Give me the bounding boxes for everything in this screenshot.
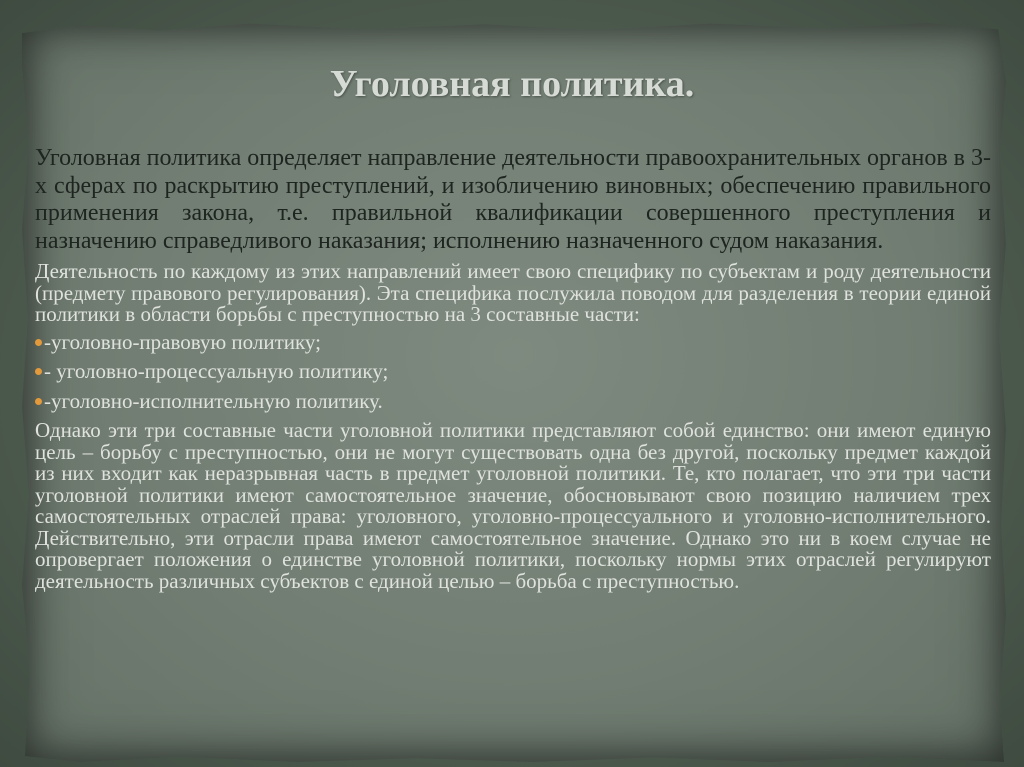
bullet-text: - уголовно-процессуальную политику; xyxy=(44,359,389,383)
list-item xyxy=(35,361,991,383)
bullet-list xyxy=(35,329,991,413)
list-item xyxy=(35,388,991,413)
bullet-dot-icon xyxy=(35,398,42,405)
bullet-dot-icon xyxy=(35,368,42,375)
list-item xyxy=(35,329,991,354)
bullet-text: -уголовно-правовую политику; xyxy=(44,329,321,354)
slide-content xyxy=(35,145,991,598)
slide-title: Уголовная политика. xyxy=(329,63,695,105)
bullet-text: -уголовно-исполнительную политику. xyxy=(44,388,383,413)
paragraph-lead: Уголовная политика определяет направление деятельности правоохранительных органов в 3-х сферах по раскрытию преступлений, и изобличению виновных; обеспечению правильного применения закона, т.е. правильной квалификации совершенного преступления и назначению справедливого наказания; исполнению назначенного судом наказания. xyxy=(35,145,991,254)
paragraph-unity: Однако эти три составные части уголовной политики представляют собой единство: они имеют единую цель – борьбу с преступностью, они не могут существовать одна без другой, поскольку предмет каждой из них входит как неразрывная часть в предмет уголовной политики. Те, кто полагает, что эти три части уголовной политики имеют самостоятельное значение, обосновывают свою позицию наличием трех самостоятельных отраслей права: уголовного, уголовно-процессуального и уголовно-исполнительного. Действительно, эти отрасли права имеют самостоятельное значение. Однако это ни в коем случае не опровергает положения о единстве уголовной политики, поскольку нормы этих отраслей регулируют деятельность различных субъектов с единой целью – борьба с преступностью. xyxy=(35,418,991,593)
bullet-dot-icon xyxy=(35,339,42,346)
paragraph-specifics: Деятельность по каждому из этих направлений имеет свою специфику по субъектам и роду деятельности (предмету правового регулирования). Эта специфика послужила поводом для разделения в теории единой политики в области борьбы с преступностью на 3 составные части: xyxy=(35,259,991,326)
